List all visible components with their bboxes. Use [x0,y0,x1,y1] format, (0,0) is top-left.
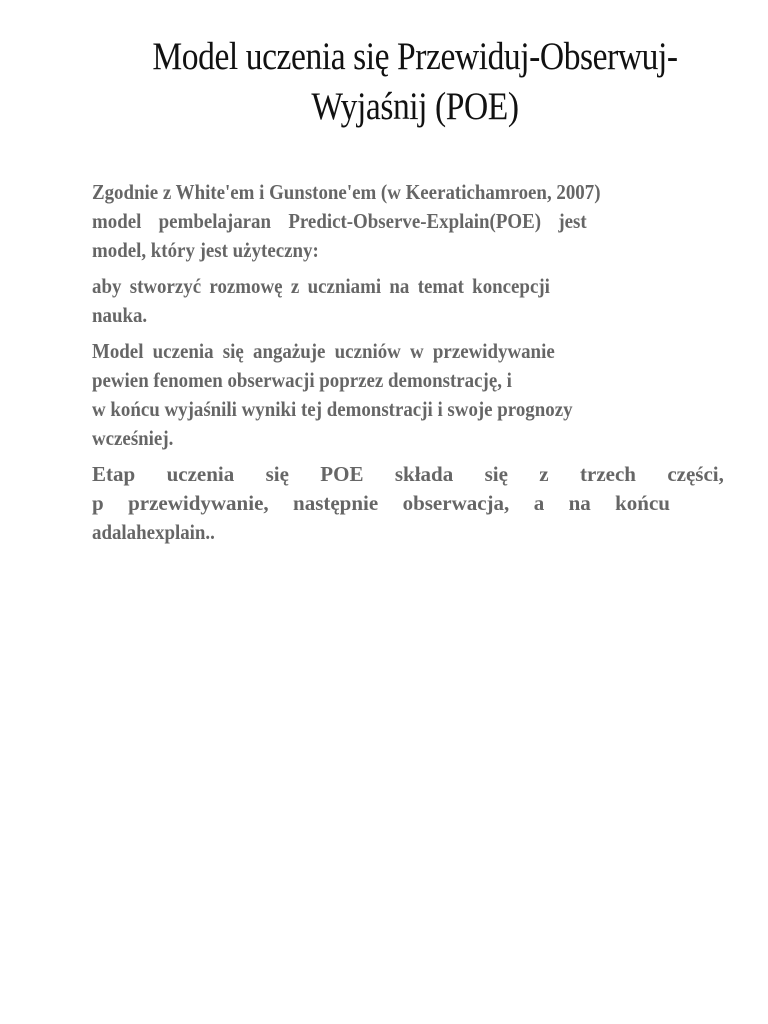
word: końcu [615,491,670,515]
paragraph-line: model pembelajaran Predict-Observe-Explain(POE) jest [92,209,587,233]
paragraph-4 [92,460,724,547]
word: się [265,462,289,486]
paragraph-line: w końcu wyjaśnili wyniki tej demonstracji i swoje prognozy [92,397,573,421]
paragraph-line: model, który jest użyteczny: [92,238,319,262]
word: na [568,491,591,515]
justified-line-1 [92,460,724,489]
paragraph-line: adalahexplain.. [92,520,215,544]
title-line-1: Model uczenia się Przewiduj-Obserwuj- [152,35,678,78]
word: POE [320,462,364,486]
word: części, [667,462,724,486]
word: uczenia [166,462,235,486]
word: się [484,462,508,486]
word: składa [394,462,454,486]
word: a [533,491,545,515]
paragraph-line: wcześniej. [92,426,174,450]
word: przewidywanie, [128,491,269,515]
word: Etap [92,462,136,486]
word: obserwacja, [402,491,510,515]
title-line-2: Wyjaśnij (POE) [311,85,519,128]
paragraph-line: pewien fenomen obserwacji poprzez demonstrację, i [92,368,512,392]
paragraph-1 [92,178,724,265]
document-title [144,32,686,132]
paragraph-line: Zgodnie z White'em i Gunstone'em (w Keeratichamroen, 2007) [92,180,601,204]
paragraph-2 [92,272,724,330]
word: trzech [580,462,636,486]
word: p [92,491,104,515]
word: następnie [293,491,379,515]
paragraph-line: nauka. [92,303,148,327]
paragraph-line: Model uczenia się angażuje uczniów w przewidywanie [92,339,555,363]
paragraph-3 [92,337,724,453]
paragraph-line: aby stworzyć rozmowę z uczniami na temat koncepcji [92,274,550,298]
justified-line-2 [92,489,670,518]
word: z [539,462,549,486]
document-body [92,178,724,554]
